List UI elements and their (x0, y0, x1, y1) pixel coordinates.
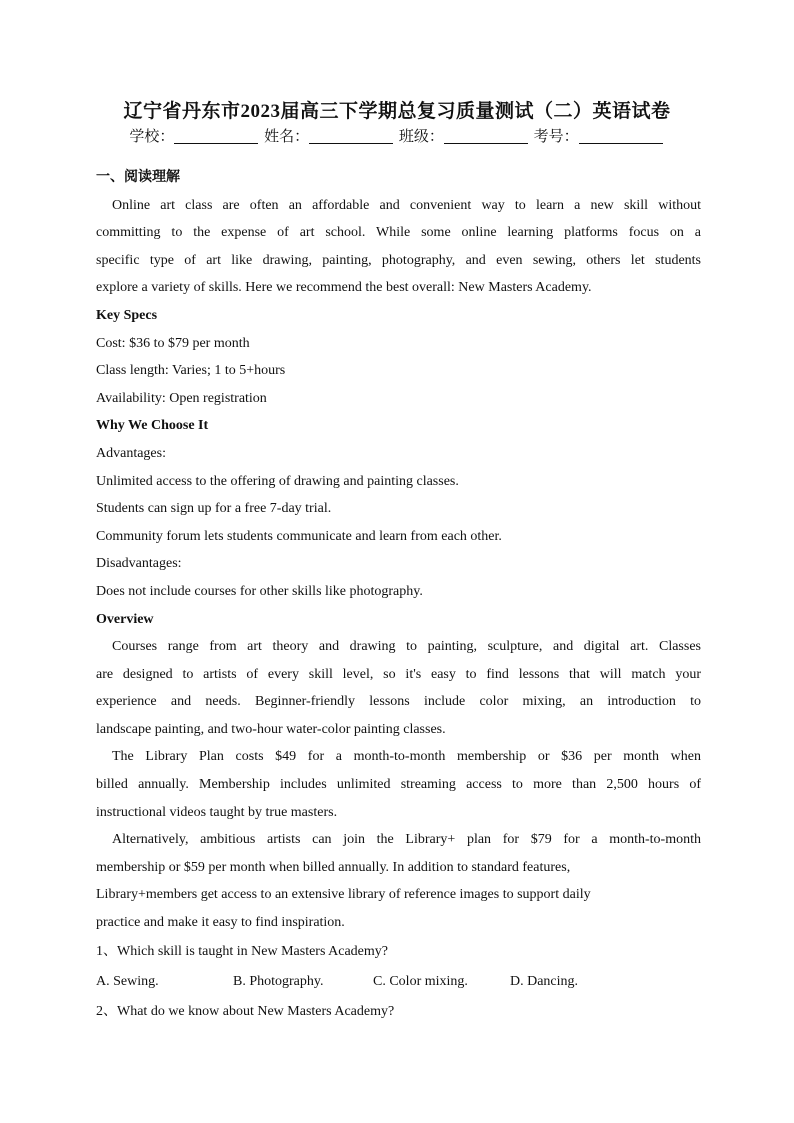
overview-line: Alternatively, ambitious artists can join the Library+ plan for $79 for a month-to-month (112, 832, 701, 848)
exam-title: 辽宁省丹东市2023届高三下学期总复习质量测试（二）英语试卷 (123, 101, 671, 122)
overview-line: membership or $59 per month when billed annually. In addition to standard features, (96, 859, 571, 875)
class-label: 班级： (398, 129, 444, 145)
overview-heading: Overview (96, 611, 154, 627)
key-specs-heading: Key Specs (96, 307, 158, 323)
overview-line: practice and make it easy to find inspiration. (96, 915, 345, 931)
option-b[interactable]: B. Photography. (233, 973, 324, 989)
option-a[interactable]: A. Sewing. (96, 973, 159, 989)
spec-item: Availability: Open registration (96, 390, 267, 406)
intro-line: specific type of art like drawing, painting, photography, and even sewing, others let students (96, 252, 701, 268)
name-label: 姓名： (264, 129, 310, 145)
advantages-label: Advantages: (96, 445, 166, 461)
school-label: 学校： (129, 129, 175, 145)
question-stem: 2、What do we know about New Masters Academy? (96, 1003, 395, 1019)
exam-no-blank (579, 129, 663, 144)
exam-no-label: 考号： (533, 129, 579, 145)
why-heading: Why We Choose It (96, 418, 209, 434)
overview-line: are designed to artists of every skill level, so it's easy to find lessons that will match your (96, 666, 701, 682)
question-options (96, 967, 701, 997)
school-blank (174, 129, 258, 144)
class-blank (444, 129, 528, 144)
overview-line: billed annually. Membership includes unlimited streaming access to more than 2,500 hours of (96, 777, 701, 793)
intro-line: committing to the expense of art school. While some online learning platforms focus on a (96, 225, 701, 241)
overview-line: instructional videos taught by true masters. (96, 804, 338, 820)
reading-section (96, 164, 701, 1027)
overview-line: Library+members get access to an extensive library of reference images to support daily (96, 887, 591, 903)
spec-item: Cost: $36 to $79 per month (96, 335, 250, 351)
advantage-item: Community forum lets students communicate and learn from each other. (96, 528, 502, 544)
overview-line: experience and needs. Beginner-friendly lessons include color mixing, an introduction to (96, 694, 701, 710)
option-c[interactable]: C. Color mixing. (373, 973, 468, 989)
overview-line: The Library Plan costs $49 for a month-to-month membership or $36 per month when (112, 749, 701, 765)
option-d[interactable]: D. Dancing. (510, 973, 579, 989)
question-stem: 1、Which skill is taught in New Masters Academy? (96, 943, 388, 959)
advantage-item: Students can sign up for a free 7-day trial. (96, 501, 332, 517)
student-info-row (0, 125, 794, 146)
overview-line: Courses range from art theory and drawing to painting, sculpture, and digital art. Classes (112, 639, 701, 655)
disadvantages-label: Disadvantages: (96, 556, 182, 572)
section-heading: 一、阅读理解 (96, 169, 180, 185)
intro-line: Online art class are often an affordable and convenient way to learn a new skill without (112, 197, 701, 213)
name-blank (309, 129, 393, 144)
intro-line: explore a variety of skills. Here we recommend the best overall: New Masters Academy. (96, 280, 592, 296)
advantage-item: Unlimited access to the offering of drawing and painting classes. (96, 473, 459, 489)
overview-line: landscape painting, and two-hour water-color painting classes. (96, 721, 446, 737)
disadvantage-item: Does not include courses for other skills like photography. (96, 583, 423, 599)
spec-item: Class length: Varies; 1 to 5+hours (96, 363, 286, 379)
